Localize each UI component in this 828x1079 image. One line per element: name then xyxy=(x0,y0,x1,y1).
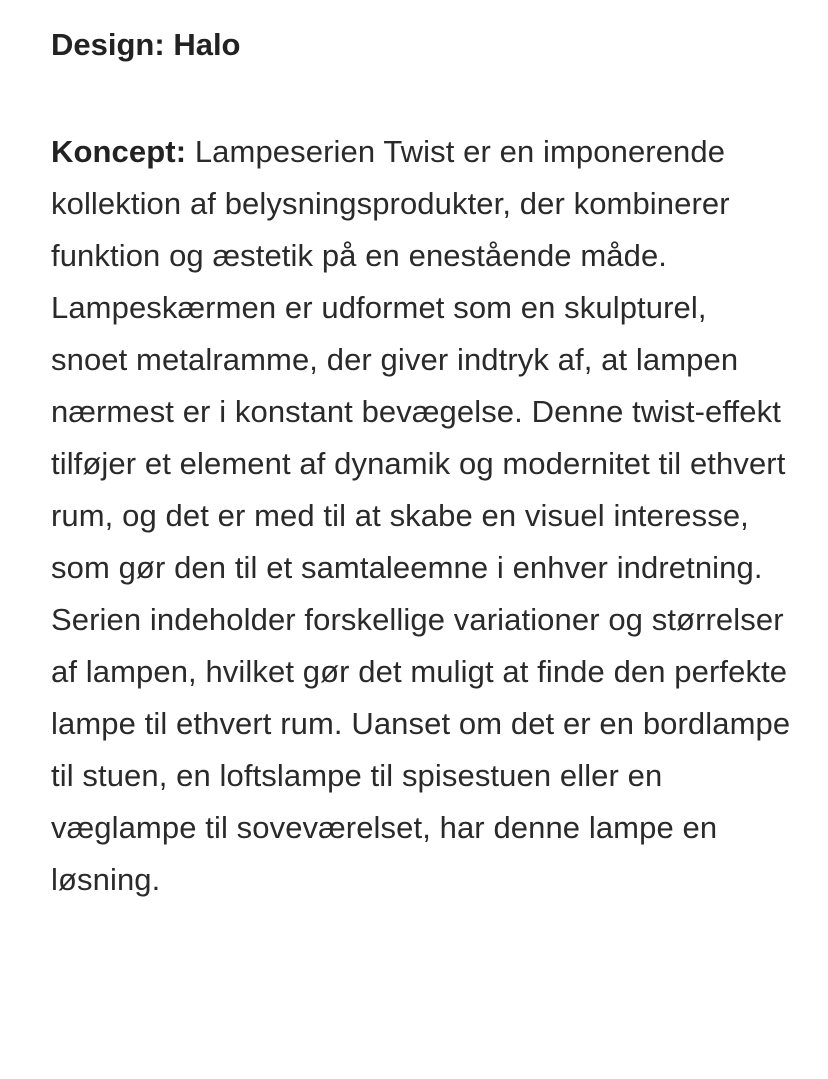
concept-text: Lampeserien Twist er en imponerende kollektion af belysningsprodukter, der kombinerer funktion og æstetik på en enestående måde. Lampeskærmen er udformet som en skulpturel, snoet metalramme, der giver indtryk af, at lampen nærmest er i konstant bevægelse. Denne twist-effekt tilføjer et element af dynamik og modernitet til ethvert rum, og det er med til at skabe en visuel interesse, som gør den til et samtaleemne i enhver indretning. Serien indeholder forskellige variationer og størrelser af lampen, hvilket gør det muligt at finde den perfekte lampe til ethvert rum. Uanset om det er en bordlampe til stuen, en loftslampe til spisestuen eller en væglampe til soveværelset, har denne lampe en løsning. xyxy=(51,134,791,897)
design-line xyxy=(51,22,791,68)
product-description xyxy=(51,22,791,906)
design-label: Design: xyxy=(51,27,165,62)
concept-paragraph xyxy=(51,126,791,906)
concept-label: Koncept: xyxy=(51,134,187,169)
design-value: Halo xyxy=(173,27,241,62)
